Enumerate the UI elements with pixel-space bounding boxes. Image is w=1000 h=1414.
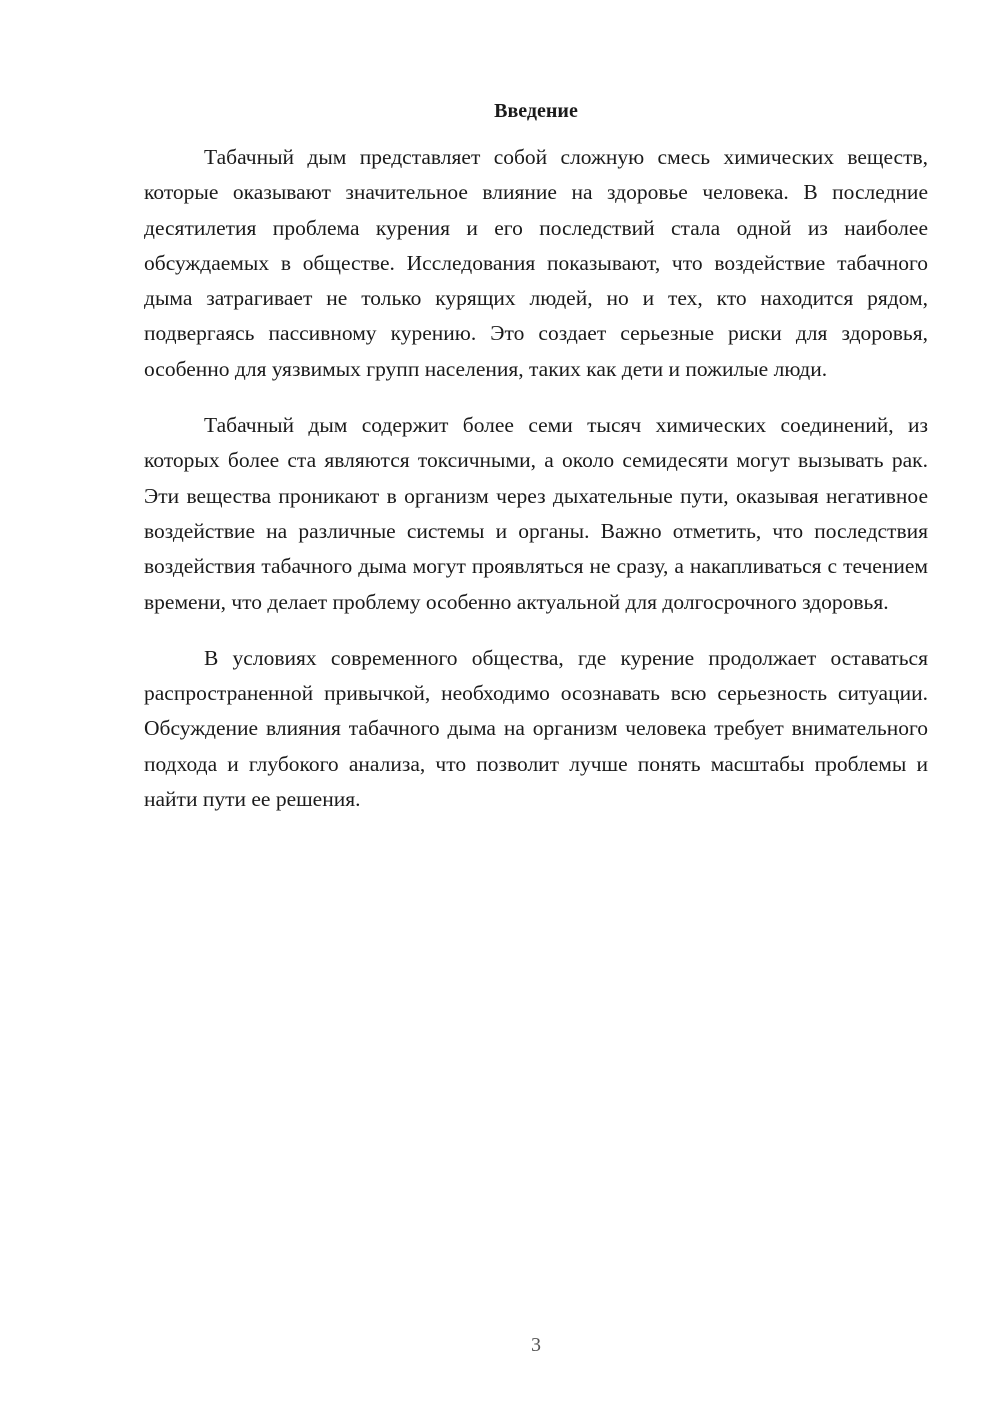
page-content bbox=[144, 96, 928, 838]
page-number: 3 bbox=[531, 1334, 541, 1356]
section-heading: Введение bbox=[494, 100, 578, 122]
paragraph-2: Табачный дым содержит более семи тысяч химических соединений, из которых более ста являются токсичными, а около семидесяти могут вызывать рак. Эти вещества проникают в организм через дыхательные пути, оказывая негативное воздействие на различные системы и органы. Важно отметить, что последствия воздействия табачного дыма могут проявляться не сразу, а накапливаться с течением времени, что делает проблему особенно актуальной для долгосрочного здоровья. bbox=[144, 413, 928, 614]
paragraph-1: Табачный дым представляет собой сложную смесь химических веществ, которые оказывают значительное влияние на здоровье человека. В последние десятилетия проблема курения и его последствий стала одной из наиболее обсуждаемых в обществе. Исследования показывают, что воздействие табачного дыма затрагивает не только курящих людей, но и тех, кто находится рядом, подвергаясь пассивному курению. Это создает серьезные риски для здоровья, особенно для уязвимых групп населения, таких как дети и пожилые люди. bbox=[144, 145, 928, 381]
paragraph-3: В условиях современного общества, где курение продолжает оставаться распространенной привычкой, необходимо осознавать всю серьезность ситуации. Обсуждение влияния табачного дыма на организм человека требует внимательного подхода и глубокого анализа, что позволит лучше понять масштабы проблемы и найти пути ее решения. bbox=[144, 645, 928, 812]
